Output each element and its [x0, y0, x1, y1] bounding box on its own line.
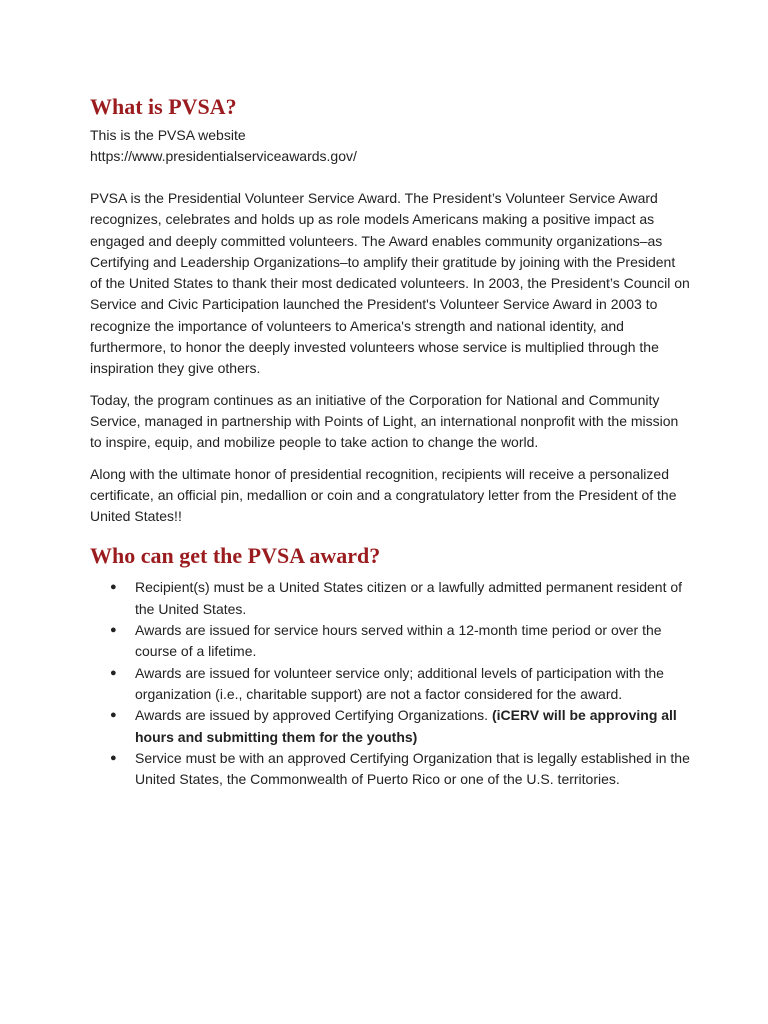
paragraph-recognition-items: Along with the ultimate honor of presidential recognition, recipients will receive a personalized certificate, an official pin, medallion or coin and a congratulatory letter from the President of the United States!!	[90, 465, 677, 525]
heading-what-is-pvsa: What is PVSA?	[90, 94, 237, 119]
spacer	[90, 167, 690, 188]
list-item-text: Service must be with an approved Certifying Organization that is legally established in the United States, the Commonwealth of Puerto Rico or one of the U.S. territories.	[135, 749, 690, 788]
paragraph-pvsa-description: PVSA is the Presidential Volunteer Service Award. The President’s Volunteer Service Award recognizes, celebrates and holds up as role models Americans making a positive impact as engaged and deeply committed volunteers. The Award enables community organizations–as Certifying and Leadership Organizations–to amplify their gratitude by joining with the President of the United States to thank their most dedicated volunteers. In 2003, the President’s Council on Service and Civic Participation launched the President's Volunteer Service Award in 2003 to recognize the importance of volunteers to America's strength and national identity, and furthermore, to honor the deeply invested volunteers whose service is multiplied through the inspiration they give others.	[90, 190, 690, 377]
list-item-text: Awards are issued by approved Certifying Organizations.	[135, 707, 492, 724]
list-item	[90, 577, 690, 620]
bullet-icon: ●	[110, 751, 117, 764]
bullet-icon: ●	[110, 624, 117, 637]
list-item	[90, 620, 690, 663]
list-item-text: Awards are issued for service hours served within a 12-month time period or over the course of a lifetime.	[135, 622, 662, 660]
heading-who-can-get-award: Who can get the PVSA award?	[90, 543, 381, 569]
bullet-icon: ●	[110, 709, 117, 722]
document-content	[90, 92, 690, 790]
eligibility-list	[90, 577, 690, 790]
list-item	[90, 748, 690, 791]
bullet-icon: ●	[110, 581, 117, 594]
list-item	[90, 705, 690, 748]
pvsa-website-url: https://www.presidentialserviceawards.gov/	[90, 148, 357, 164]
list-item-bold-note: (iCERV will be approving all hours and submitting them for the youths)	[135, 707, 677, 745]
list-item	[90, 663, 690, 706]
intro-line: This is the PVSA website	[90, 127, 246, 143]
list-item-text: Recipient(s) must be a United States citizen or a lawfully admitted permanent resident of the United States.	[135, 579, 683, 617]
paragraph-program-today: Today, the program continues as an initiative of the Corporation for National and Community Service, managed in partnership with Points of Light, an international nonprofit with the mission to inspire, equip, and mobilize people to take action to change the world.	[90, 391, 679, 451]
bullet-icon: ●	[110, 666, 117, 679]
list-item-text: Awards are issued for volunteer service only; additional levels of participation with the organization (i.e., charitable support) are not a factor considered for the award.	[135, 664, 664, 702]
